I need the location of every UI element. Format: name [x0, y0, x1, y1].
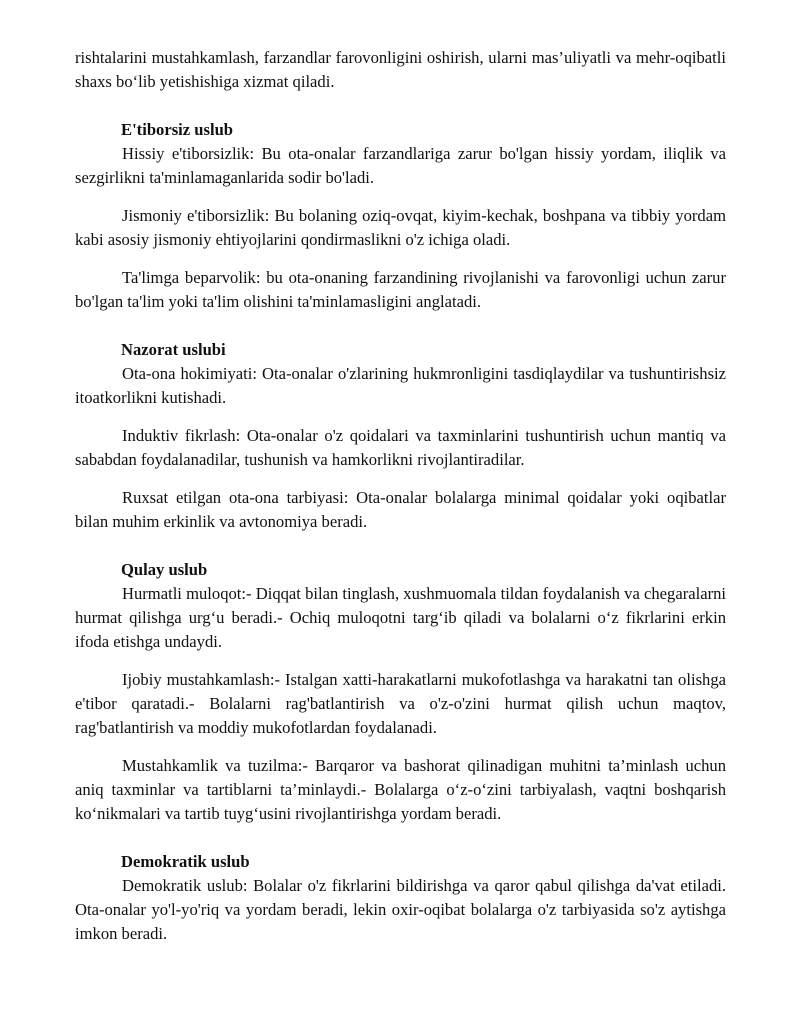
section-demokratik [75, 850, 726, 946]
paragraph: Mustahkamlik va tuzilma:- Barqaror va bashorat qilinadigan muhitni ta’minlash uchun aniq taxminlar va tartiblarni ta’minlaydi.- Bolalarga o‘z-o‘zini tarbiyalash, vaqtni boshqarish ko‘nikmalari va tartib tuyg‘usini rivojlantirishga yordam beradi. [75, 756, 726, 823]
section-heading: Demokratik uslub [121, 852, 250, 871]
section-heading: Qulay uslub [121, 560, 208, 579]
paragraph: Hissiy e'tiborsizlik: Bu ota-onalar farzandlariga zarur bo'lgan hissiy yordam, iliqlik va sezgirlikni ta'minlamaganlarida sodir bo'ladi. [75, 144, 726, 187]
paragraph: Ijobiy mustahkamlash:- Istalgan xatti-harakatlarni mukofotlashga va harakatni tan olishga e'tibor qaratadi.- Bolalarni rag'batlantirish va o'z-o'zini hurmat qilish uchun maqtov, rag'batlantirish va moddiy mukofotlardan foydalanadi. [75, 670, 726, 737]
paragraph: Induktiv fikrlash: Ota-onalar o'z qoidalari va taxminlarini tushuntirish uchun mantiq va sababdan foydalanadilar, tushunish va hamkorlikni rivojlantiradilar. [75, 426, 726, 469]
section-heading: E'tiborsiz uslub [121, 120, 234, 139]
section-qulay [75, 558, 726, 826]
section-nazorat [75, 338, 726, 534]
document-page [75, 46, 726, 946]
paragraph: Jismoniy e'tiborsizlik: Bu bolaning oziq-ovqat, kiyim-kechak, boshpana va tibbiy yordam kabi asosiy jismoniy ehtiyojlarini qondirmaslikni o'z ichiga oladi. [75, 206, 726, 249]
paragraph: Ruxsat etilgan ota-ona tarbiyasi: Ota-onalar bolalarga minimal qoidalar yoki oqibatlar bilan muhim erkinlik va avtonomiya beradi. [75, 488, 726, 531]
intro-paragraph: rishtalarini mustahkamlash, farzandlar farovonligini oshirish, ularni mas’uliyatli va mehr-oqibatli shaxs bo‘lib yetishishiga xizmat qiladi. [75, 48, 726, 91]
paragraph: Ta'limga beparvolik: bu ota-onaning farzandining rivojlanishi va farovonligi uchun zarur bo'lgan ta'lim yoki ta'lim olishini ta'minlamasligini anglatadi. [75, 268, 726, 311]
paragraph: Ota-ona hokimiyati: Ota-onalar o'zlarining hukmronligini tasdiqlaydilar va tushuntirishsiz itoatkorlikni kutishadi. [75, 364, 726, 407]
paragraph: Hurmatli muloqot:- Diqqat bilan tinglash, xushmuomala tildan foydalanish va chegaralarni hurmat qilishga urg‘u beradi.- Ochiq muloqotni targ‘ib qiladi va bolalarni o‘z fikrlarini erkin ifoda etishga undaydi. [75, 584, 726, 651]
paragraph: Demokratik uslub: Bolalar o'z fikrlarini bildirishga va qaror qabul qilishga da'vat etiladi. Ota-onalar yo'l-yo'riq va yordam beradi, lekin oxir-oqibat bolalarga o'z tarbiyasida so'z aytishga imkon beradi. [75, 876, 726, 943]
section-etiborsiz [75, 118, 726, 314]
section-heading: Nazorat uslubi [121, 340, 226, 359]
